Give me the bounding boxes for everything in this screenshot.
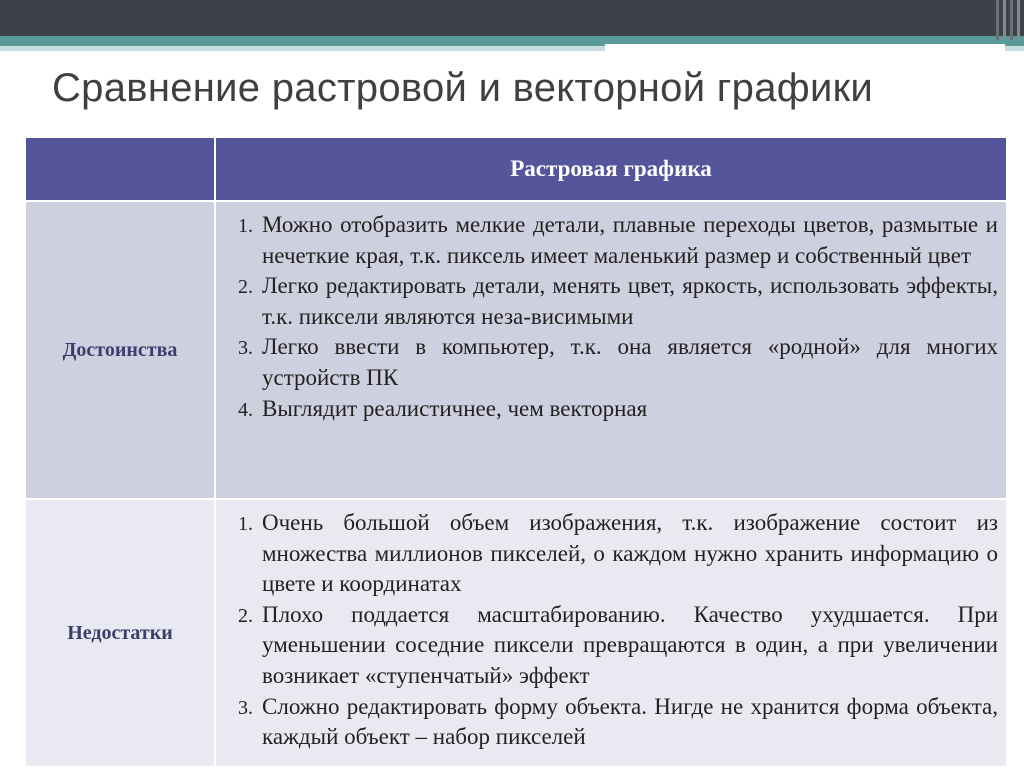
advantages-list <box>222 210 998 424</box>
table-header-row <box>25 137 1007 201</box>
advantages-content <box>215 201 1007 499</box>
list-item: 3. Легко ввести в компьютер, т.к. она является «родной» для многих устройств ПК <box>258 332 998 393</box>
table-row-advantages <box>25 201 1007 499</box>
decor-notch <box>605 44 1005 64</box>
row-label-disadvantages: Недостатки <box>25 499 215 767</box>
disadvantages-content <box>215 499 1007 767</box>
comparison-table <box>24 136 1008 768</box>
decor-stripe <box>1010 0 1013 40</box>
list-item: 2. Легко редактировать детали, менять цвет, яркость, использовать эффекты, т.к. пиксели являются неза-висимыми <box>258 271 998 332</box>
list-item: 2. Плохо поддается масштабированию. Качество ухудшается. При уменьшении соседние пиксели превращаются в один, а при увеличении возникает «ступенчатый» эффект <box>258 600 998 692</box>
decor-stripe <box>996 0 999 40</box>
slide-title: Сравнение растровой и векторной графики <box>52 66 874 110</box>
decor-stripe <box>1017 0 1020 40</box>
list-item: 1. Очень большой объем изображения, т.к. изображение состоит из множества миллионов пикселей, о каждом нужно хранить информацию о цвете и координатах <box>258 508 998 600</box>
column-header: Растровая графика <box>215 137 1007 201</box>
table-row-disadvantages <box>25 499 1007 767</box>
disadvantages-list <box>222 508 998 753</box>
list-item: 4. Выглядит реалистичнее, чем векторная <box>258 394 998 425</box>
header-corner-cell <box>25 137 215 201</box>
list-item: 3. Сложно редактировать форму объекта. Нигде не хранится форма объекта, каждый объект – набор пикселей <box>258 692 998 753</box>
decor-stripe <box>1003 0 1006 40</box>
top-decor-bar <box>0 0 1024 36</box>
list-item: 1. Можно отобразить мелкие детали, плавные переходы цветов, размытые и нечеткие края, т.к. пиксель имеет маленький размер и собственный цвет <box>258 210 998 271</box>
row-label-advantages: Достоинства <box>25 201 215 499</box>
